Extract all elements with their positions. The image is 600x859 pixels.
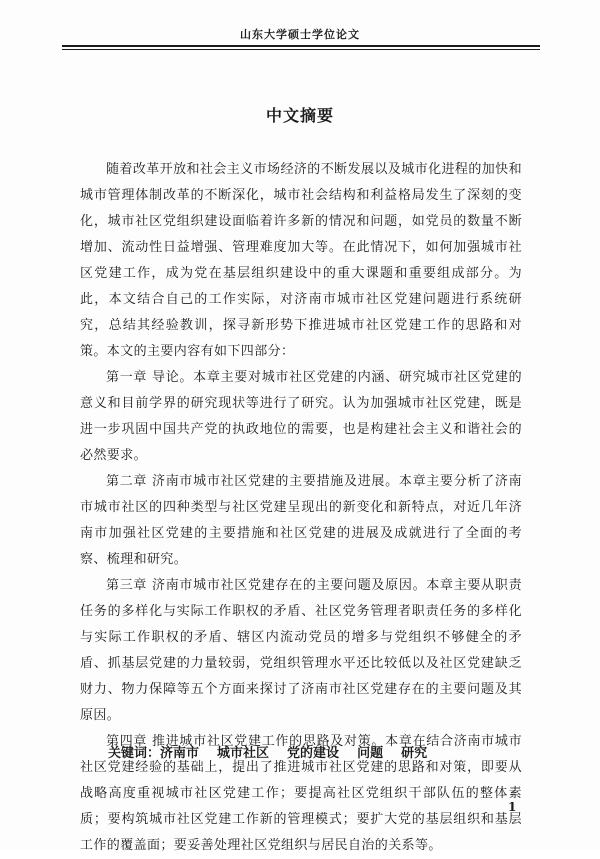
keyword-item: 党的建设 <box>287 746 340 761</box>
abstract-paragraph-chapter-4: 第四章 推进城市社区党建工作的思路及对策。本章在结合济南市城市社区党建经验的基础上，提出了推进城市社区党建的思路和对策，即要从战略高度重视城市社区党建工作；要提高社区党组织干部队伍的整体素质；要构筑城市社区党建工作新的管理模式；要扩大党的基层组织和基层工作的覆盖面；要妥善处理社区党组织与居民自治的关系等。 <box>80 734 522 853</box>
keywords-line <box>108 742 528 761</box>
keyword-item: 问题 <box>357 746 384 761</box>
abstract-paragraph-chapter-1: 第一章 导论。本章主要对城市社区党建的内涵、研究城市社区党建的意义和目前学界的研究现状等进行了研究。认为加强城市社区党建，既是进一步巩固中国共产党的执政地位的需要，也是构建社会主义和谐社会的必然要求。 <box>80 370 522 463</box>
abstract-title: 中文摘要 <box>265 106 334 125</box>
keyword-item: 研究 <box>401 746 428 761</box>
abstract-paragraph-chapter-2: 第二章 济南市城市社区党建的主要措施及进展。本章主要分析了济南市城市社区的四种类型与社区党建呈现出的新变化和新特点，对近几年济南市加强社区党建的主要措施和社区党建的进展及成就进行了全面的考察、梳理和研究。 <box>80 474 522 567</box>
header-rule-thin <box>62 49 540 50</box>
running-header: 山东大学硕士学位论文 <box>240 28 360 41</box>
keyword-item: 城市社区 <box>217 746 270 761</box>
header-rule-thick <box>62 45 540 47</box>
abstract-paragraph-intro: 随着改革开放和社会主义市场经济的不断发展以及城市化进程的加快和城市管理体制改革的不断深化，城市社会结构和利益格局发生了深刻的变化，城市社区党组织建设面临着许多新的情况和问题，如党员的数量不断增加、流动性日益增强、管理难度加大等。在此情况下，如何加强城市社区党建工作，成为党在基层组织建设中的重大课题和重要组成部分。为此，本文结合自己的工作实际，对济南市城市社区党建问题进行系统研究，总结其经验教训，探寻新形势下推进城市社区党建工作的思路和对策。本文的主要内容有如下四部分： <box>80 162 522 359</box>
page-number: 1 <box>508 800 517 814</box>
keywords-label: 关键词： <box>108 746 161 761</box>
abstract-paragraph-chapter-3: 第三章 济南市城市社区党建存在的主要问题及原因。本章主要从职责任务的多样化与实际工作职权的矛盾、社区党务管理者职责任务的多样化与实际工作职权的矛盾、辖区内流动党员的增多与党组织不够健全的矛盾、抓基层党建的力量较弱，党组织管理水平还比较低以及社区党建缺乏财力、物力保障等五个方面来探讨了济南市社区党建存在的主要问题及其原因。 <box>80 578 522 723</box>
keyword-item: 济南市 <box>160 746 200 761</box>
